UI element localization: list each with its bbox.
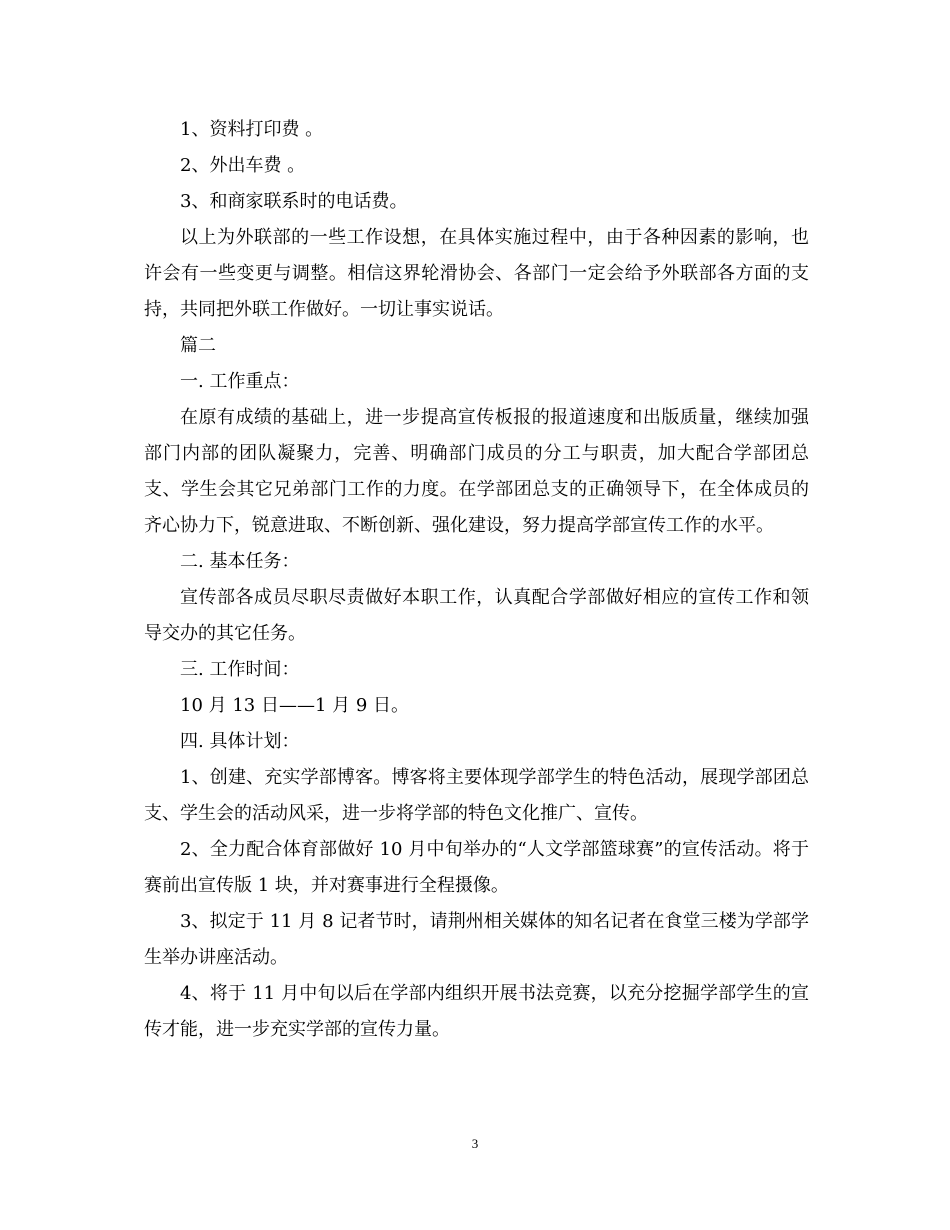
list-item: 2、外出车费 。	[180, 155, 306, 176]
list-item: 1、资料打印费 。	[180, 119, 324, 140]
section-heading: 四. 具体计划：	[180, 731, 300, 752]
document-body	[144, 112, 809, 1048]
list-item: 4、将于 11 月中旬以后在学部内组织开展书法竞赛，以充分挖掘学部学生的宣传才能，进一步充实学部的宣传力量。	[144, 983, 809, 1040]
list-item: 1、创建、充实学部博客。博客将主要体现学部学生的特色活动，展现学部团总支、学生会的活动风采，进一步将学部的特色文化推广、宣传。	[144, 767, 809, 824]
page-number: 3	[471, 1136, 479, 1151]
list-item: 2、全力配合体育部做好 10 月中旬举办的“人文学部篮球赛”的宣传活动。将于赛前出宣传版 1 块，并对赛事进行全程摄像。	[144, 839, 809, 896]
body-paragraph: 10 月 13 日——1 月 9 日。	[180, 695, 410, 716]
section-heading: 一. 工作重点：	[180, 371, 300, 392]
section-heading: 三. 工作时间：	[180, 659, 300, 680]
body-paragraph: 在原有成绩的基础上，进一步提高宣传板报的报道速度和出版质量，继续加强部门内部的团队凝聚力，完善、明确部门成员的分工与职责，加大配合学部团总支、学生会其它兄弟部门工作的力度。在学部团总支的正确领导下，在全体成员的齐心协力下，锐意进取、不断创新、强化建设，努力提高学部宣传工作的水平。	[144, 407, 809, 536]
list-item: 3、拟定于 11 月 8 记者节时，请荆州相关媒体的知名记者在食堂三楼为学部学生举办讲座活动。	[144, 911, 809, 968]
body-paragraph: 宣传部各成员尽职尽责做好本职工作，认真配合学部做好相应的宣传工作和领导交办的其它任务。	[144, 587, 809, 644]
section-heading: 二. 基本任务：	[180, 551, 300, 572]
list-item: 3、和商家联系时的电话费。	[180, 191, 408, 212]
body-paragraph: 以上为外联部的一些工作设想，在具体实施过程中，由于各种因素的影响，也许会有一些变更与调整。相信这界轮滑协会、各部门一定会给予外联部各方面的支持，共同把外联工作做好。一切让事实说话。	[144, 227, 809, 320]
section-heading: 篇二	[180, 335, 216, 356]
